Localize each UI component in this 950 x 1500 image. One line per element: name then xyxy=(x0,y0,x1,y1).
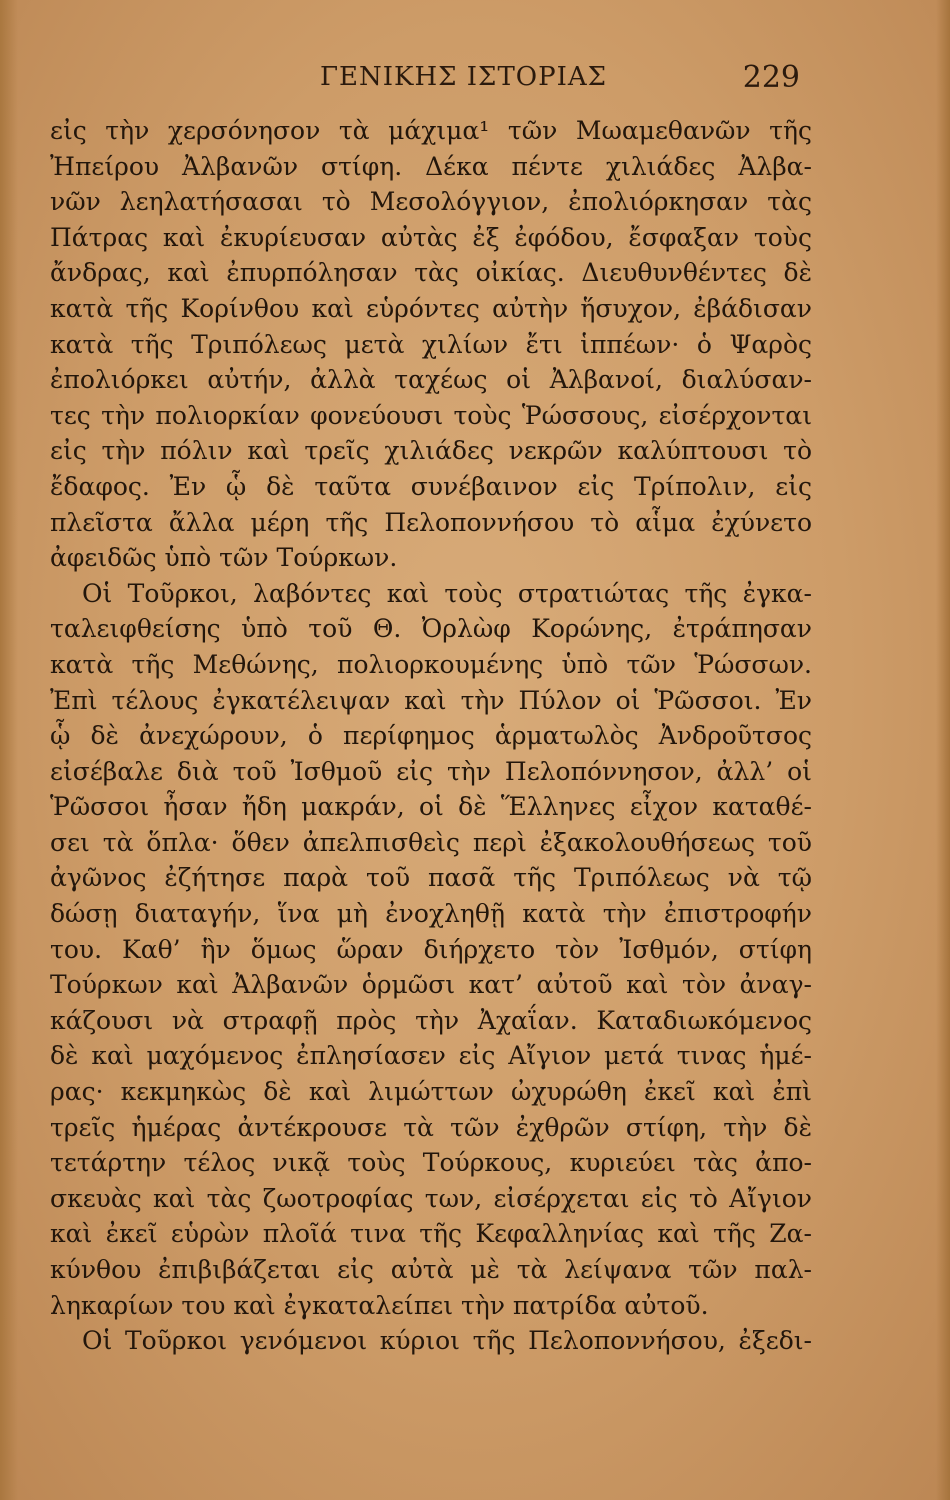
text-line: εἰς τὴν πόλιν καὶ τρεῖς χιλιάδες νεκρῶν καλύπτουσι τὸ xyxy=(50,436,812,466)
text-line: Πάτρας καὶ ἐκυρίευσαν αὐτὰς ἐξ ἐφόδου, ἔσφαξαν τοὺς xyxy=(50,222,812,252)
text-line: σκευὰς καὶ τὰς ζωοτροφίας των, εἰσέρχεται εἰς τὸ Αἴγιον xyxy=(50,1183,812,1213)
text-line: ληκαρίων του καὶ ἐγκαταλείπει τὴν πατρίδα αὐτοῦ. xyxy=(50,1290,709,1320)
text-line: τες τὴν πολιορκίαν φονεύουσι τοὺς Ῥώσσους, εἰσέρχονται xyxy=(50,400,812,430)
running-head: ΓΕΝΙΚΗΣ ΙΣΤΟΡΙΑΣ xyxy=(320,62,608,92)
text-line: κατὰ τῆς Τριπόλεως μετὰ χιλίων ἔτι ἱππέων· ὁ Ψαρὸς xyxy=(50,329,812,359)
text-line: εἰσέβαλε διὰ τοῦ Ἰσθμοῦ εἰς τὴν Πελοπόννησον, ἀλλ’ οἱ xyxy=(50,756,812,786)
page-number: 229 xyxy=(742,60,800,95)
page-edge-shadow-left xyxy=(0,0,18,1500)
text-line: ἀγῶνος ἐζήτησε παρὰ τοῦ πασᾶ τῆς Τριπόλεως νὰ τῷ xyxy=(50,863,812,893)
text-line: κύνθου ἐπιβιβάζεται εἰς αὐτὰ μὲ τὰ λείψανα τῶν παλ- xyxy=(50,1255,812,1284)
body-text xyxy=(50,113,812,1359)
text-line: πλεῖστα ἄλλα μέρη τῆς Πελοποννήσου τὸ αἷμα ἐχύνετο xyxy=(50,507,812,537)
text-line: Ἐπὶ τέλους ἐγκατέλειψαν καὶ τὴν Πύλον οἱ Ῥῶσσοι. Ἐν xyxy=(50,685,812,715)
text-line: νῶν λεηλατήσασαι τὸ Μεσολόγγιον, ἐπολιόρκησαν τὰς xyxy=(50,187,812,217)
text-line: Ῥῶσσοι ἦσαν ἤδη μακράν, οἱ δὲ Ἕλληνες εἶχον καταθέ- xyxy=(50,792,812,822)
text-line: του. Καθ’ ἣν ὅμως ὥραν διήρχετο τὸν Ἰσθμόν, στίφη xyxy=(50,934,812,964)
text-line: ἄνδρας, καὶ ἐπυρπόλησαν τὰς οἰκίας. Διευθυνθέντες δὲ xyxy=(50,258,812,288)
text-line: εἰς τὴν χερσόνησον τὰ μάχιμα¹ τῶν Μωαμεθανῶν τῆς xyxy=(50,116,812,145)
text-line: ἔδαφος. Ἐν ᾧ δὲ ταῦτα συνέβαινον εἰς Τρίπολιν, εἰς xyxy=(50,471,812,501)
text-line: ρας· κεκμηκὼς δὲ καὶ λιμώττων ὠχυρώθη ἐκεῖ καὶ ἐπὶ xyxy=(50,1077,812,1107)
text-line: δώσῃ διαταγήν, ἵνα μὴ ἐνοχληθῇ κατὰ τὴν ἐπιστροφήν xyxy=(50,899,812,929)
text-line: κάζουσι νὰ στραφῇ πρὸς τὴν Ἀχαΐαν. Καταδιωκόμενος xyxy=(50,1005,812,1035)
text-line: σει τὰ ὅπλα· ὅθεν ἀπελπισθεὶς περὶ ἐξακολουθήσεως τοῦ xyxy=(50,827,812,857)
text-line: κατὰ τῆς Μεθώνης, πολιορκουμένης ὑπὸ τῶν Ῥώσσων. xyxy=(50,649,812,679)
text-line: ταλειφθείσης ὑπὸ τοῦ Θ. Ὀρλὼφ Κορώνης, ἐτράπησαν xyxy=(50,614,812,644)
text-line: καὶ ἐκεῖ εὑρὼν πλοῖά τινα τῆς Κεφαλληνίας καὶ τῆς Ζα- xyxy=(50,1219,812,1249)
text-line: ἀφειδῶς ὑπὸ τῶν Τούρκων. xyxy=(50,543,398,573)
text-line: τετάρτην τέλος νικᾷ τοὺς Τούρκους, κυριεύει τὰς ἀπο- xyxy=(50,1148,812,1178)
paragraph-first-line: Οἱ Τοῦρκοι γενόμενοι κύριοι τῆς Πελοποννήσου, ἐξεδι- xyxy=(82,1326,812,1356)
text-line: Τούρκων καὶ Ἀλβανῶν ὁρμῶσι κατ’ αὐτοῦ καὶ τὸν ἀναγ- xyxy=(50,970,812,1000)
text-line: ἐπολιόρκει αὐτήν, ἀλλὰ ταχέως οἱ Ἀλβανοί, διαλύσαν- xyxy=(50,365,812,395)
page-header xyxy=(50,60,810,100)
page-edge-shadow-right xyxy=(936,0,950,1500)
text-line: κατὰ τῆς Κορίνθου καὶ εὑρόντες αὐτὴν ἥσυχον, ἐβάδισαν xyxy=(50,293,812,323)
text-line: δὲ καὶ μαχόμενος ἐπλησίασεν εἰς Αἴγιον μετά τινας ἡμέ- xyxy=(50,1041,812,1071)
text-line: ᾧ δὲ ἀνεχώρουν, ὁ περίφημος ἁρματωλὸς Ἀνδροῦτσος xyxy=(50,721,812,751)
paragraph-first-line: Οἱ Τοῦρκοι, λαβόντες καὶ τοὺς στρατιώτας τῆς ἐγκα- xyxy=(82,578,812,608)
text-line: Ἠπείρου Ἀλβανῶν στίφη. Δέκα πέντε χιλιάδες Ἀλβα- xyxy=(50,151,812,181)
text-line: τρεῖς ἡμέρας ἀντέκρουσε τὰ τῶν ἐχθρῶν στίφη, τὴν δὲ xyxy=(50,1112,812,1142)
